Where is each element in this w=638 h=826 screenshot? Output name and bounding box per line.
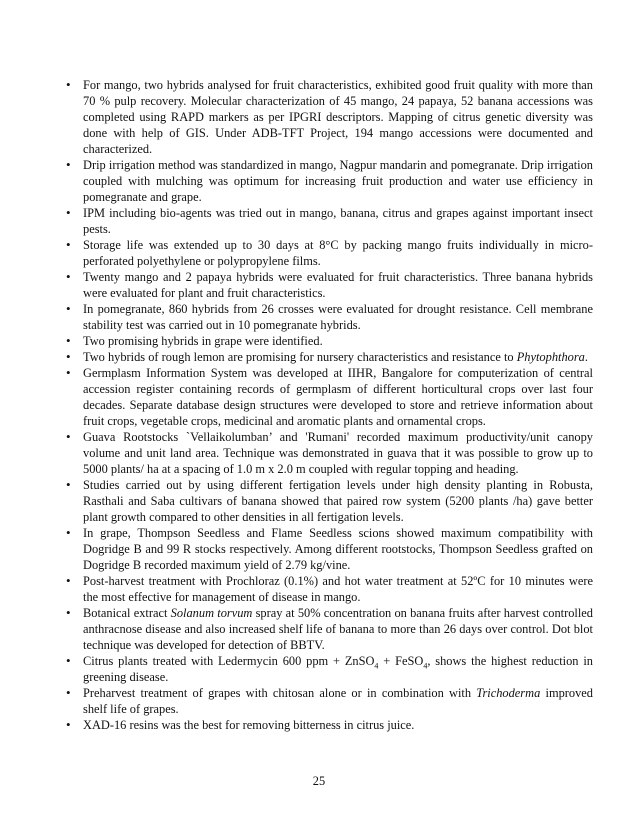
subscript: 4 bbox=[423, 661, 428, 671]
item-text: Drip irrigation method was standardized in mango, Nagpur mandarin and pomegranate. Drip irrigation coupled with mulching was optimum for increasing fruit production and water use efficiency in pomegranate and grape. bbox=[83, 158, 593, 204]
item-text: IPM including bio-agents was tried out in mango, banana, citrus and grapes against important insect pests. bbox=[83, 206, 593, 236]
italic-term: Trichoderma bbox=[476, 686, 541, 700]
item-text-end: . bbox=[584, 350, 588, 364]
list-item bbox=[66, 717, 593, 733]
item-text: Post-harvest treatment with Prochloraz (0.1%) and hot water treatment at 52ºC for 10 minutes were the most effective for management of disease in mango. bbox=[83, 574, 593, 604]
item-text: Two hybrids of rough lemon are promising for nursery characteristics and resistance to bbox=[83, 350, 517, 364]
list-item bbox=[66, 525, 593, 573]
item-text-mid: + FeSO bbox=[378, 654, 424, 668]
item-text: For mango, two hybrids analysed for fruit characteristics, exhibited good fruit quality with more than 70 % pulp recovery. Molecular characterization of 45 mango, 24 papaya, 52 banana accessions was completed using RAPD markers as per IPGRI descriptors. Mapping of citrus genetic diversity was done with help of GIS. Under ADB-TFT Project, 194 mango accessions were documented and characterized. bbox=[83, 78, 593, 156]
list-item bbox=[66, 269, 593, 301]
item-text: Botanical extract bbox=[83, 606, 171, 620]
item-text: XAD-16 resins was the best for removing bitterness in citrus juice. bbox=[83, 718, 415, 732]
item-text: Studies carried out by using different fertigation levels under high density planting in Robusta, Rasthali and Saba cultivars of banana showed that paired row system (5200 plants /ha) gave better plant growth compared to other densities in all fertigation levels. bbox=[83, 478, 593, 524]
list-item bbox=[66, 301, 593, 333]
list-item bbox=[66, 237, 593, 269]
item-text: Germplasm Information System was developed at IIHR, Bangalore for computerization of central accession register containing records of germplasm of different horticultural crops over last four decades. Separate database design structures were developed to store and retrieve information about fruit crops, vegetable crops, medicinal and aromatic plants and ornamental crops. bbox=[83, 366, 593, 428]
list-item bbox=[66, 429, 593, 477]
list-item bbox=[66, 205, 593, 237]
list-item bbox=[66, 605, 593, 653]
list-item bbox=[66, 685, 593, 717]
list-item bbox=[66, 157, 593, 205]
list-item bbox=[66, 573, 593, 605]
list-item bbox=[66, 333, 593, 349]
list-item bbox=[66, 365, 593, 429]
item-text: In grape, Thompson Seedless and Flame Seedless scions showed maximum compatibility with Dogridge B and 99 R stocks respectively. Among different rootstocks, Thompson Seedless grafted on Dogridge B recorded maximum yield of 2.79 kg/vine. bbox=[83, 526, 593, 572]
page-number: 25 bbox=[312, 774, 326, 788]
italic-term: Phytophthora bbox=[516, 350, 585, 364]
subscript: 4 bbox=[374, 661, 379, 671]
list-item bbox=[66, 477, 593, 525]
bullet-list bbox=[66, 77, 593, 733]
item-text: Storage life was extended up to 30 days at 8°C by packing mango fruits individually in micro-perforated polyethylene or polypropylene films. bbox=[83, 238, 593, 268]
item-text: Two promising hybrids in grape were identified. bbox=[83, 334, 323, 348]
item-text: Citrus plants treated with Ledermycin 600 ppm + ZnSO bbox=[83, 654, 375, 668]
item-text: Guava Rootstocks `Vellaikolumban’ and 'Rumani' recorded maximum productivity/unit canopy volume and unit land area. Technique was demonstrated in guava that it was possible to grow up to 5000 plants/ ha at a spacing of 1.0 m x 2.0 m coupled with regular topping and heading. bbox=[83, 430, 593, 476]
list-item bbox=[66, 77, 593, 157]
list-item bbox=[66, 349, 593, 365]
item-text-end: spray at 50% concentration on banana fruits after harvest controlled anthracnose disease and also increased shelf life of banana to more than 26 days over control. Dot blot technique was developed for detection of BBTV. bbox=[83, 606, 593, 652]
item-text: Twenty mango and 2 papaya hybrids were evaluated for fruit characteristics. Three banana hybrids were evaluated for plant and fruit characteristics. bbox=[83, 270, 593, 300]
item-text: Preharvest treatment of grapes with chitosan alone or in combination with bbox=[83, 686, 477, 700]
list-item bbox=[66, 653, 593, 685]
italic-term: Solanum torvum bbox=[170, 606, 253, 620]
item-text-end: improved shelf life of grapes. bbox=[83, 686, 593, 716]
item-text-end: , shows the highest reduction in greening disease. bbox=[83, 654, 593, 684]
item-text: In pomegranate, 860 hybrids from 26 crosses were evaluated for drought resistance. Cell membrane stability test was carried out in 10 pomegranate hybrids. bbox=[83, 302, 593, 332]
